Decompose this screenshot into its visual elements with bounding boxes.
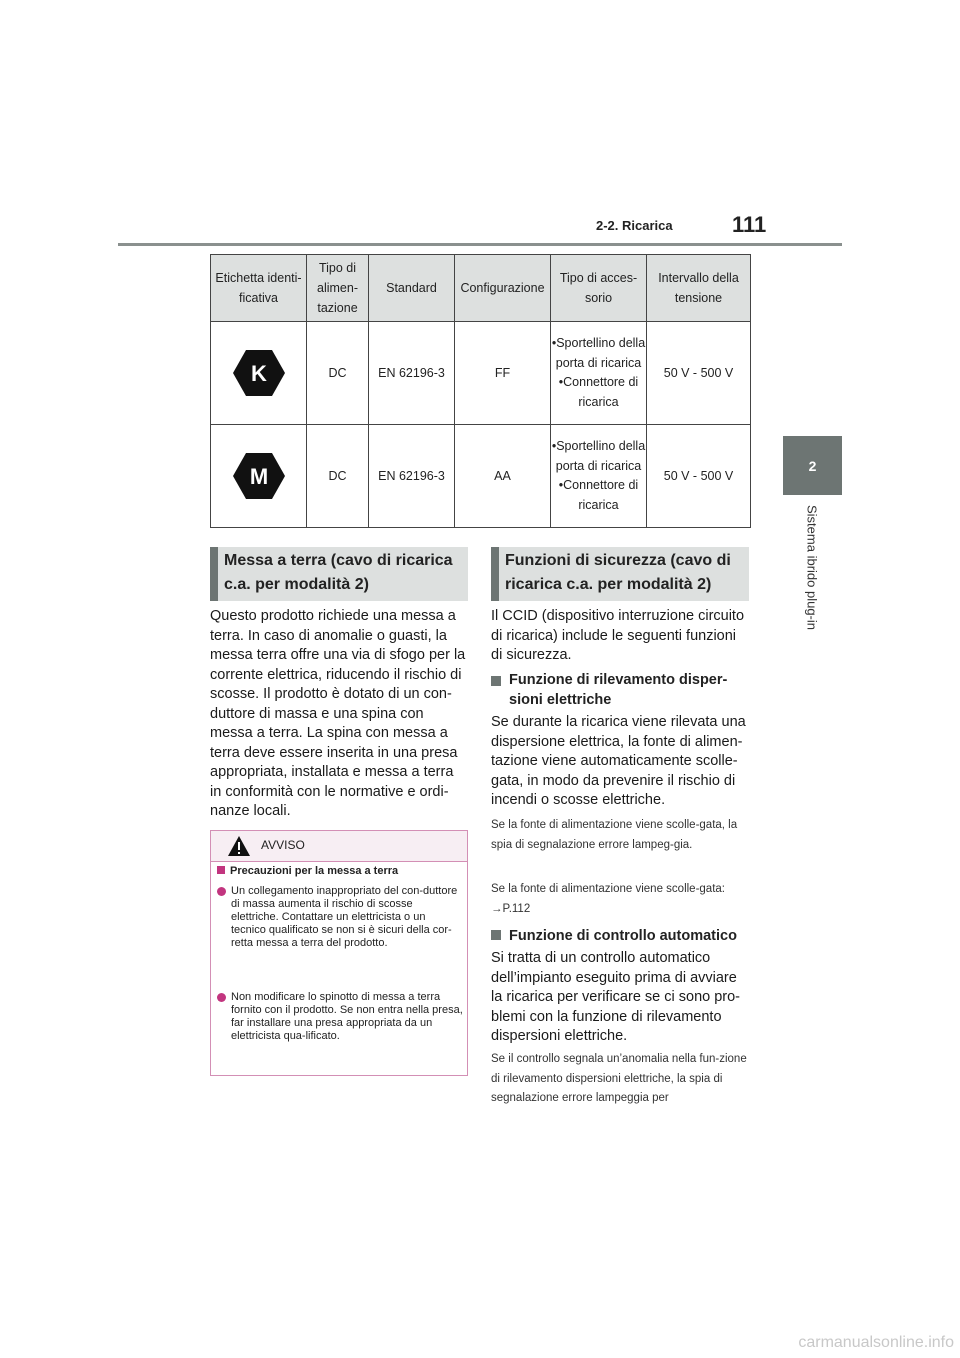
leak-detection-note: Se la fonte di alimentazione viene scolle-gata, la spia di segnalazione errore lampeg-gia.	[491, 819, 738, 851]
gray-square-icon	[491, 930, 501, 940]
chapter-label: Sistema ibrido plug-in	[804, 505, 820, 631]
grounding-body: Questo prodotto richiede una messa a terra. In caso di anomalie o guasti, la messa terra offre una via di sfogo per la corrente elettrica, riducendo il rischio di scosse. Il prodotto è dotato di un con-duttore di massa e una spina con messa a terra. La spina con messa a terra deve essere inserita in una presa appropriata, installata e messa a terra in conformità con le normative e ordi-nanze locali.	[210, 608, 466, 819]
safety-heading: Funzioni di sicurezza (cavo di ricarica c.a. per modalità 2)	[491, 547, 749, 601]
hexagon-label-icon	[232, 349, 286, 397]
table-row	[211, 322, 751, 425]
label-cell	[211, 425, 307, 528]
voltage-cell: 50 V - 500 V	[647, 425, 751, 528]
col-header-config: Configurazione	[455, 255, 551, 322]
leak-detection-reference: Se la fonte di alimentazione viene scolle-gata: →P.112	[491, 883, 725, 915]
accessory-item: •Sportellino della porta di ricarica	[551, 336, 646, 370]
voltage-cell: 50 V - 500 V	[647, 322, 751, 425]
leak-detection-subheading: Funzione di rilevamento disper-sioni elettriche	[491, 671, 749, 710]
pink-square-icon	[217, 866, 225, 874]
config-cell: FF	[455, 322, 551, 425]
warning-bullet	[217, 991, 463, 1043]
bullet-dot-icon	[217, 993, 226, 1002]
standard-cell: EN 62196-3	[369, 425, 455, 528]
accessory-cell	[551, 322, 647, 425]
col-header-power: Tipo di alimen-tazione	[307, 255, 369, 322]
bullet-dot-icon	[217, 887, 226, 896]
label-cell	[211, 322, 307, 425]
accessory-cell	[551, 425, 647, 528]
accessory-item: •Sportellino della porta di ricarica	[551, 439, 646, 473]
gray-square-icon	[491, 676, 501, 686]
watermark: carmanualsonline.info	[798, 1334, 954, 1351]
config-cell: AA	[455, 425, 551, 528]
warning-triangle-icon	[227, 835, 251, 857]
col-header-voltage: Intervallo della tensione	[647, 255, 751, 322]
warning-box	[210, 830, 468, 1076]
leak-detection-body: Se durante la ricarica viene rilevata una dispersione elettrica, la fonte di alimen-tazione viene automaticamente scolle-gata, in modo da prevenire il rischio di incendi o scosse elettriche.	[491, 714, 746, 808]
auto-check-subheading: Funzione di controllo automatico	[491, 927, 749, 947]
auto-check-note: Se il controllo segnala un’anomalia nella fun-zione di rilevamento dispersioni elettriche, la spia di segnalazione errore lampeggia per	[491, 1053, 747, 1104]
connector-spec-table	[210, 254, 751, 528]
power-cell: DC	[307, 322, 369, 425]
grounding-heading: Messa a terra (cavo di ricarica c.a. per modalità 2)	[210, 547, 468, 601]
warning-subheading: Precauzioni per la messa a terra	[217, 865, 398, 877]
col-header-label: Etichetta identi-ficativa	[211, 255, 307, 322]
table-row	[211, 425, 751, 528]
warning-bullet-text: Non modificare lo spinotto di messa a terra fornito con il prodotto. Se non entra nella presa, far installare una presa appropriata da un elettricista qua-lificato.	[231, 991, 463, 1042]
hexagon-letter: K	[250, 361, 267, 386]
auto-check-body: Si tratta di un controllo automatico dell’impianto eseguito prima di avviare la ricarica per verificare se ci sono pro-blemi con la funzione di rilevamento dispersioni elettriche.	[491, 950, 741, 1044]
warning-bullet-text: Un collegamento inappropriato del con-duttore di massa aumenta il rischio di scosse elettriche. Contattare un elettricista o un tecnico qualificato se non si è sicuri della cor-retta messa a terra del prodotto.	[231, 885, 458, 949]
table-header-row	[211, 255, 751, 322]
warning-bullet	[217, 885, 463, 950]
header-rule	[118, 243, 842, 246]
hexagon-label-icon	[232, 452, 286, 500]
standard-cell: EN 62196-3	[369, 322, 455, 425]
hexagon-letter: M	[249, 464, 268, 489]
col-header-accessory: Tipo di acces-sorio	[551, 255, 647, 322]
chapter-tab: 2	[783, 436, 842, 495]
warning-header	[211, 831, 467, 862]
accessory-item: •Connettore di ricarica	[558, 375, 639, 409]
warning-title: AVVISO	[261, 838, 305, 852]
power-cell: DC	[307, 425, 369, 528]
accessory-item: •Connettore di ricarica	[558, 478, 639, 512]
section-title: 2-2. Ricarica	[596, 218, 673, 233]
col-header-standard: Standard	[369, 255, 455, 322]
safety-intro: Il CCID (dispositivo interruzione circuito di ricarica) include le seguenti funzioni di sicurezza.	[491, 608, 745, 663]
page-number: 111	[732, 212, 767, 237]
